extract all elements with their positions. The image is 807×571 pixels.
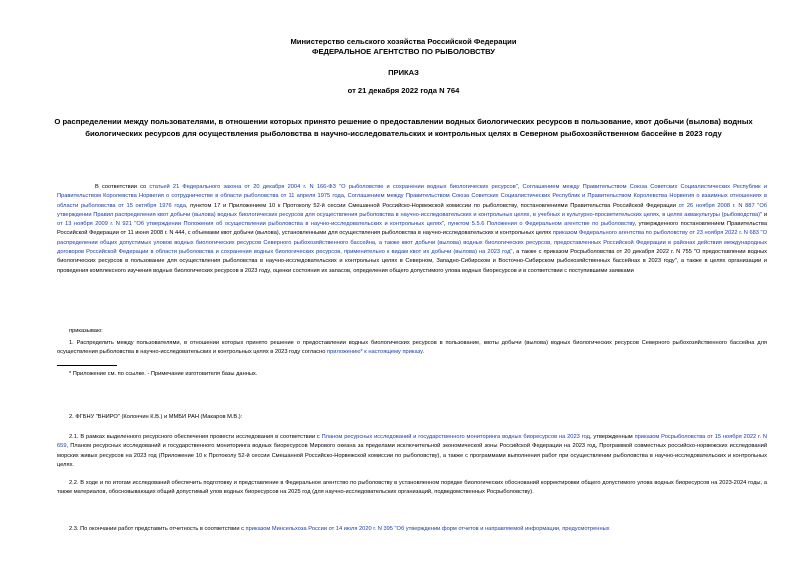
link-agreement-1975[interactable]: Соглашением между Правительством Союза Советских Социалистических Республик и Правительством Королевства Норвегия о сотрудничестве в области рыболовства от 11 апреля 1975 года	[57, 184, 767, 200]
document-subject: О распределении между пользователями, в отношении которых принято решение о предоставлении водных биологических ресурсов в пользование, квот добычи (вылова) водных биологических ресурсов для осуществления рыболовства в научно-исследовательских и контрольных целях в Северном рыбохозяйственном бассейне в 2023 году	[54, 117, 753, 138]
link-resolution-921[interactable]: от 13 ноября 2009 г. N 921 "Об утверждении Положения об осуществлении рыболовства в научно-исследовательских и контрольных целях"	[57, 221, 445, 228]
document-header	[0, 37, 807, 57]
link-order-395[interactable]: приказом Минсельхоза России от 14 июля 2020 г. N 395 "Об утверждении форм отчетов и направляемой информации, предусмотренных	[245, 526, 610, 532]
ordered-label: приказываю:	[69, 328, 103, 334]
link-research-plan-2023[interactable]: Планом ресурсных исследований и государственного мониторинга водных биоресурсов на 2023 год	[321, 434, 590, 440]
link-order-683[interactable]: приказом Федерального агентства по рыболовству от 23 ноября 2022 г. N 683 "О распределении общих допустимых уловов водных биологических ресурсов Северного рыбохозяйственного бассейна, а также квот добычи (вылова) водных биологических ресурсов, предоставленных Российской Федерации в районах действия международных договоров Российской Федерации в области рыболовства и сохранения водных биологических ресурсов, применительно к видам квот их добычи (вылова) на 2023 год"	[57, 230, 768, 256]
item-1: 1. Распределить между пользователями, в отношении которых принято решение о предоставлении водных биологических ресурсов в пользование, квоты добычи (вылова) водных биологических ресурсов Северного рыбохозяйственного бассейна для осуществления рыболовства в научно-исследовательских и контрольных целях в 2023 году согласно приложению* к настоящему приказу.	[57, 340, 767, 356]
link-regulation-5-5-6[interactable]: пунктом 5.5.6 Положения о Федеральном агентстве по рыболовству	[448, 221, 635, 228]
link-resolution-887[interactable]: от 26 ноября 2008 г. N 887 "Об утверждении Правил распределения квот добычи (вылова) водных биологических ресурсов для осуществления рыболовства в научно-исследовательских и контрольных целях, в учебных и культурно-просветительских целях, в целях аквакультуры (рыбоводства)"	[57, 202, 767, 218]
link-federal-law-166[interactable]: статьей 21 Федерального закона от 20 декабря 2004 г. N 166-ФЗ "О рыболовстве и сохранении водных биологических ресурсов"	[149, 184, 518, 190]
item-2-2: 2.2. В ходе и по итогам исследований обеспечить подготовку и представление в Федеральное агентство по рыболовству в установленном порядке биологических обоснований корректировки общего допустимого улова водных биоресурсов на 2023-2024 годы, а также материалов, обосновывающих общий допустимый улов водных биоресурсов на 2025 год (для научно-исследовательских организаций, подведомственных Росрыболовству).	[57, 480, 767, 496]
link-agreement-1976[interactable]: Соглашением между Правительством Союза Советских Социалистических Республик и Правительством Королевства Норвегия о взаимных отношениях в области рыболовства от 15 октября 1976 года	[57, 193, 767, 209]
footnote: * Приложение см. по ссылке. - Примечание изготовителя базы данных.	[69, 371, 258, 377]
document-date-number: от 21 декабря 2022 года N 764	[347, 86, 460, 95]
footnote-divider	[57, 365, 117, 366]
link-appendix[interactable]: приложению* к настоящему приказу	[327, 349, 423, 356]
agency-name: ФЕДЕРАЛЬНОЕ АГЕНТСТВО ПО РЫБОЛОВСТВУ	[312, 47, 495, 56]
link-order-659[interactable]: приказом Росрыболовства от 15 ноября 2022 г. N 659	[57, 434, 767, 450]
document-type: ПРИКАЗ	[388, 68, 419, 77]
preamble-paragraph: В соответствии со статьей 21 Федерального закона от 20 декабря 2004 г. N 166-ФЗ "О рыболовстве и сохранении водных биологических ресурсов", Соглашением между Правительством Союза Советских Социалистических Республик и Правительством Королевства Норвегия о сотрудничестве в области рыболовства от 11 апреля 1975 года, Соглашением между Правительством Союза Советских Социалистических Республик и Правительством Королевства Норвегия о взаимных отношениях в области рыболовства от 15 октября 1976 года, пунктом 17 и Приложением 10 к Протоколу 52-й сессии Смешанной Российско-Норвежской комиссии по рыболовству, постановлениями Правительства Российской Федерации от 26 ноября 2008 г. N 887 "Об утверждении Правил распределения квот добычи (вылова) водных биологических ресурсов для осуществления рыболовства в научно-исследовательских и контрольных целях, в учебных и культурно-просветительских целях, в целях аквакультуры (рыбоводства)" и от 13 ноября 2009 г. N 921 "Об утверждении Положения об осуществлении рыболовства в научно-исследовательских и контрольных целях", пунктом 5.5.6 Положения о Федеральном агентстве по рыболовству, утвержденного постановлением Правительства Российской Федерации от 11 июня 2008 г. N 444, с объемами квот добычи (вылова), установленными для осуществления рыболовства в научно-исследовательских и контрольных целях приказом Федерального агентства по рыболовству от 23 ноября 2022 г. N 683 "О распределении общих допустимых уловов водных биологических ресурсов Северного рыбохозяйственного бассейна, а также квот добычи (вылова) водных биологических ресурсов, предоставленных Российской Федерации в районах действия международных договоров Российской Федерации в области рыболовства и сохранения водных биологических ресурсов, применительно к видам квот их добычи (вылова) на 2023 год", а также с приказом Росрыболовства от 20 декабря 2022 г. N 755 "О предоставлении водных биологических ресурсов в пользование для осуществления рыболовства в научно-исследовательских и контрольных целях в Северном, Западно-Сибирском и Восточно-Сибирском рыбохозяйственных бассейнах в 2023 году", а также в целях организации и проведения комплексного изучения водных биологических ресурсов в 2023 году, оценки состояния их запасов, определения общего допустимого улова водных биоресурсов и в соответствии с поступившими заявками	[57, 184, 768, 274]
item-2-1: 2.1. В рамках выделенного ресурсного обеспечения провести исследования в соответствии с Планом ресурсных исследований и государственного мониторинга водных биоресурсов на 2023 год, утвержденным приказом Росрыболовства от 15 ноября 2022 г. N 659, Планом ресурсных исследований и государственного мониторинга водных биоресурсов Мирового океана за пределами исключительной экономической зоны Российской Федерации на 2023 год, Программой совместных российско-норвежских исследований морских живых ресурсов на 2023 год (Приложение 10 к Протоколу 52-й сессии Смешанной Российско-Норвежской комиссии по рыболовству), а также с программами выполнения работ при осуществлении рыболовства в научно-исследовательских и контрольных целях.	[57, 434, 767, 468]
item-2: 2. ФГБНУ "ВНИРО" (Колончин К.В.) и ММБИ РАН (Макаров М.В.):	[69, 414, 243, 420]
item-2-3: 2.3. По окончании работ представить отчетность в соответствии с приказом Минсельхоза России от 14 июля 2020 г. N 395 "Об утверждении форм отчетов и направляемой информации, предусмотренных	[69, 526, 610, 532]
ministry-name: Министерство сельского хозяйства Российской Федерации	[290, 37, 517, 46]
